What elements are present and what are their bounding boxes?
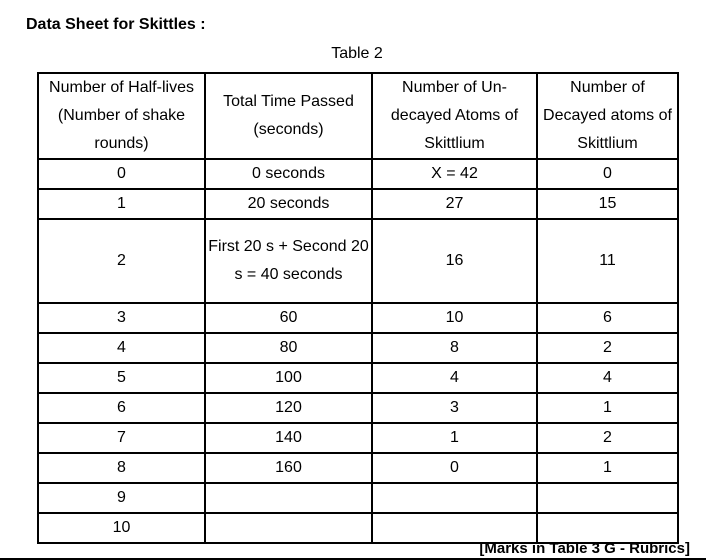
cell-undecayed: 3 — [372, 393, 537, 423]
col-header-total-time: Total Time Passed (seconds) — [205, 73, 372, 159]
cell-total-time: 160 — [205, 453, 372, 483]
table-row — [38, 219, 678, 303]
cell-half-lives: 8 — [38, 453, 205, 483]
cell-undecayed: 0 — [372, 453, 537, 483]
cell-half-lives: 10 — [38, 513, 205, 543]
cell-undecayed: 27 — [372, 189, 537, 219]
table-row — [38, 363, 678, 393]
col-header-half-lives: Number of Half-lives (Number of shake rounds) — [38, 73, 205, 159]
cell-total-time: 0 seconds — [205, 159, 372, 189]
cell-decayed: 15 — [537, 189, 678, 219]
table-row — [38, 159, 678, 189]
table-row — [38, 189, 678, 219]
cell-half-lives: 2 — [38, 219, 205, 303]
table-row — [38, 453, 678, 483]
table-caption-text: Table 2 — [331, 45, 383, 62]
col-header-undecayed: Number of Un-decayed Atoms of Skittlium — [372, 73, 537, 159]
col-header-decayed: Number of Decayed atoms of Skittlium — [537, 73, 678, 159]
cell-half-lives: 6 — [38, 393, 205, 423]
table-row — [38, 513, 678, 543]
cell-total-time: 140 — [205, 423, 372, 453]
cell-undecayed: X = 42 — [372, 159, 537, 189]
cell-undecayed: 8 — [372, 333, 537, 363]
cell-decayed: 11 — [537, 219, 678, 303]
cell-total-time: 100 — [205, 363, 372, 393]
cell-decayed — [537, 483, 678, 513]
cell-decayed: 4 — [537, 363, 678, 393]
table-row — [38, 393, 678, 423]
cell-decayed: 1 — [537, 393, 678, 423]
cell-total-time: 120 — [205, 393, 372, 423]
cell-undecayed: 10 — [372, 303, 537, 333]
cell-decayed — [537, 513, 678, 543]
cell-half-lives: 5 — [38, 363, 205, 393]
cell-undecayed — [372, 513, 537, 543]
cell-total-time: First 20 s + Second 20 s = 40 seconds — [205, 219, 372, 303]
cell-total-time: 80 — [205, 333, 372, 363]
table-caption — [0, 45, 706, 63]
cell-half-lives: 1 — [38, 189, 205, 219]
table-row — [38, 303, 678, 333]
cell-decayed: 1 — [537, 453, 678, 483]
table-row — [38, 483, 678, 513]
cell-total-time: 20 seconds — [205, 189, 372, 219]
cell-half-lives: 9 — [38, 483, 205, 513]
cell-total-time: 60 — [205, 303, 372, 333]
table-row — [38, 333, 678, 363]
cell-half-lives: 0 — [38, 159, 205, 189]
cell-total-time — [205, 483, 372, 513]
cell-decayed: 2 — [537, 423, 678, 453]
cell-half-lives: 7 — [38, 423, 205, 453]
cell-undecayed — [372, 483, 537, 513]
cell-half-lives: 3 — [38, 303, 205, 333]
rubrics-note: [Marks in Table 3 G - Rubrics] — [479, 540, 690, 557]
cell-decayed: 6 — [537, 303, 678, 333]
table-row — [38, 423, 678, 453]
cell-undecayed: 16 — [372, 219, 537, 303]
cell-decayed: 0 — [537, 159, 678, 189]
cell-decayed: 2 — [537, 333, 678, 363]
sheet-heading: Data Sheet for Skittles : — [26, 16, 206, 33]
data-table — [37, 72, 679, 544]
cell-half-lives: 4 — [38, 333, 205, 363]
header-row — [38, 73, 678, 159]
cell-total-time — [205, 513, 372, 543]
cell-undecayed: 4 — [372, 363, 537, 393]
cell-undecayed: 1 — [372, 423, 537, 453]
